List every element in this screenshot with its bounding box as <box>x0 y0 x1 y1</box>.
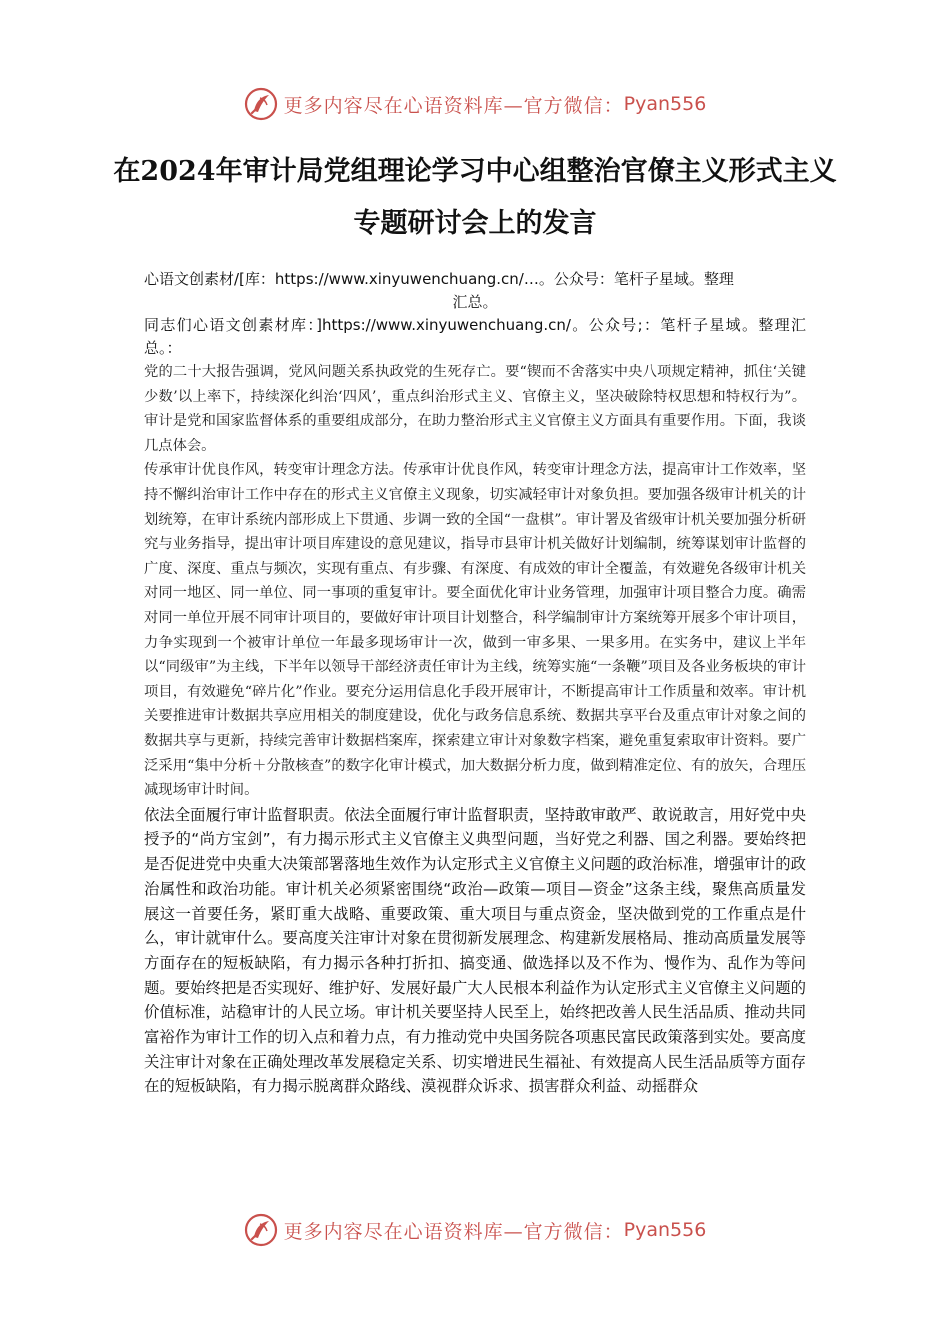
document-title: 在2024年审计局党组理论学习中心组整治官僚主义形式主义专题研讨会上的发言 <box>113 156 837 239</box>
paragraph-section-2: 依法全面履行审计监督职责。依法全面履行审计监督职责，坚持敢审敢严、敢说敢言，用好党中央授予的“尚方宝剑”，有力揭示形式主义官僚主义典型问题，当好党之利器、国之利器。要始终把是否促进党中央重大决策部署落地生效作为认定形式主义官僚主义问题的政治标准，增强审计的政治属性和政治功能。审计机关必须紧密围绕“政治—政策—项目—资金”这条主线，聚焦高质量发展这一首要任务，紧盯重大战略、重要政策、重大项目与重点资金，坚决做到党的工作重点是什么，审计就审什么。要高度关注审计对象在贯彻新发展理念、构建新发展格局、推动高质量发展等方面存在的短板缺陷，有力揭示各种打折扣、搞变通、做选择以及不作为、慢作为、乱作为等问题。要始终把是否实现好、维护好、发展好最广大人民根本利益作为认定形式主义官僚主义问题的价值标准，站稳审计的人民立场。审计机关要坚持人民至上，始终把改善人民生活品质、推动共同富裕作为审计工作的切入点和着力点，有力推动党中央国务院各项惠民富民政策落到实处。要高度关注审计对象在正确处理改革发展稳定关系、切实增进民生福祉、有效提高人民生活品质等方面存在的短板缺陷，有力揭示脱离群众路线、漠视群众诉求、损害群众利益、动摇群众 <box>144 805 806 1096</box>
logo-icon <box>244 87 278 121</box>
footer-banner <box>0 1208 950 1252</box>
banner-text: 更多内容尽在心语资料库—官方微信： <box>283 1220 624 1243</box>
banner-handle: Pyan556 <box>623 93 707 115</box>
meta-line-1-end: 汇总。 <box>452 293 498 311</box>
logo-icon <box>244 1213 278 1247</box>
meta-line-1: 心语文创素材/[库：https://www.xinyuwenchuang.cn/…。公众号：笔杆子星域。整理 <box>144 270 734 288</box>
header-banner <box>0 82 950 126</box>
document-body <box>144 268 806 1099</box>
meta-line-2: 同志们心语文创素材库：]https://www.xinyuwenchuang.cn/。公众号;：笔杆子星域。整理汇总。： <box>144 316 806 357</box>
paragraph-intro: 党的二十大报告强调，党风问题关系执政党的生死存亡。要“锲而不舍落实中央八项规定精神，抓住‘关键少数’以上率下，持续深化纠治‘四风’，重点纠治形式主义、官僚主义，坚决破除特权思想和特权行为”。审计是党和国家监督体系的重要组成部分，在助力整治形式主义官僚主义方面具有重要作用。下面，我谈几点体会。 <box>144 364 806 454</box>
banner-handle: Pyan556 <box>623 1219 707 1241</box>
paragraph-section-1: 传承审计优良作风，转变审计理念方法。传承审计优良作风，转变审计理念方法，提高审计工作效率，坚持不懈纠治审计工作中存在的形式主义官僚主义现象，切实减轻审计对象负担。要加强各级审计机关的计划统筹，在审计系统内部形成上下贯通、步调一致的全国“一盘棋”。审计署及省级审计机关要加强分析研究与业务指导，提出审计项目库建设的意见建议，指导市县审计机关做好计划编制，统筹谋划审计监督的广度、深度、重点与频次，实现有重点、有步骤、有深度、有成效的审计全覆盖，有效避免各级审计机关对同一地区、同一单位、同一事项的重复审计。要全面优化审计业务管理，加强审计项目整合力度。确需对同一单位开展不同审计项目的，要做好审计项目计划整合，科学编制审计方案统筹开展多个审计项目，力争实现到一个被审计单位一年最多现场审计一次，做到一审多果、一果多用。在实务中，建议上半年以“同级审”为主线，下半年以领导干部经济责任审计为主线，统筹实施“一条鞭”项目及各业务板块的审计项目，有效避免“碎片化”作业。要充分运用信息化手段开展审计，不断提高审计工作质量和效率。审计机关要推进审计数据共享应用相关的制度建设，优化与政务信息系统、数据共享平台及重点审计对象之间的数据共享与更新，持续完善审计数据档案库，探索建立审计对象数字档案，避免重复索取审计资料。要广泛采用“集中分析＋分散核查”的数字化审计模式，加大数据分析力度，做到精准定位、有的放矢，合理压减现场审计时间。 <box>144 462 806 799</box>
banner-text: 更多内容尽在心语资料库—官方微信： <box>283 94 624 117</box>
